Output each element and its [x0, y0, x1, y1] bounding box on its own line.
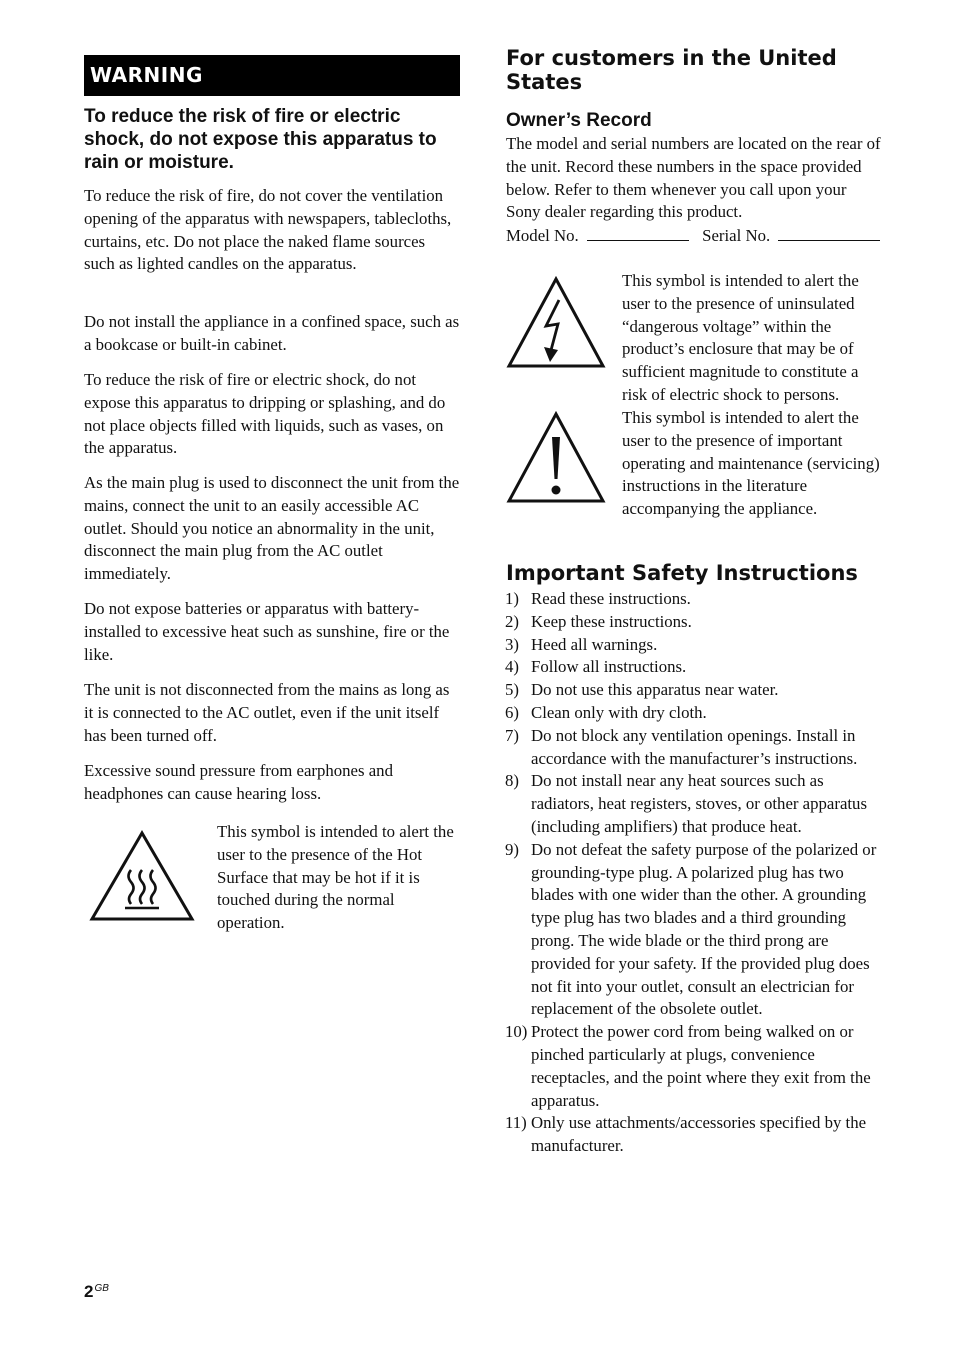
hot-surface-icon [88, 830, 196, 922]
dangerous-voltage-text: This symbol is intended to alert the user to the presence of uninsulated “dangerous voltage” within the product’s enclosure that may be of sufficient magnitude to constitute a risk of electric shock to persons. [622, 271, 859, 404]
paragraph-dripping: To reduce the risk of fire or electric shock, do not expose this apparatus to dripping or splashing, and do not place objects filled with liquids, such as vases, on the apparatus. [84, 370, 446, 458]
paragraph-main-plug: As the main plug is used to disconnect the unit from the mains, connect the unit to an easily accessible AC outlet. Should you notice an abnormality in the unit, disconnect the main plug from the AC outlet immediately. [84, 473, 460, 584]
list-item: 3) Heed all warnings. [505, 634, 658, 654]
model-label: Model No. [506, 226, 579, 245]
attention-text: This symbol is intended to alert the user to the presence of important operating and maintenance (servicing) instructions in the literature accompanying the appliance. [622, 408, 880, 519]
attention-exclamation-icon [506, 411, 606, 505]
model-number-field[interactable] [587, 226, 689, 241]
serial-number-field[interactable] [778, 226, 880, 241]
list-item: 5) Do not use this apparatus near water. [505, 680, 779, 700]
hot-surface-text: This symbol is intended to alert the user to the presence of the Hot Surface that may be hot if it is touched during the normal operation. [217, 822, 454, 933]
us-customers-heading: For customers in the United States [506, 46, 837, 94]
dangerous-voltage-icon [506, 276, 606, 370]
list-item: 11) Only use attachments/accessories specified by the manufacturer. [505, 1113, 867, 1156]
serial-label: Serial No. [702, 226, 771, 245]
list-item: 9) Do not defeat the safety purpose of the polarized or grounding-type plug. A polarized plug has two blades with one wider than the other. A grounding type plug has two blades and a third grounding prong. The wide blade or the third prong are provided for your safety. If the provided plug does not fit into your outlet, consult an electrician for replacement of the obsolete outlet. [505, 839, 877, 1019]
record-fields [506, 225, 884, 248]
page-number: $2^{GB}$ [84, 1282, 109, 1301]
paragraph-mains: The unit is not disconnected from the mains as long as it is connected to the AC outlet, even if the unit itself has been turned off. [84, 680, 450, 745]
list-item: 2) Keep these instructions. [505, 611, 692, 631]
safety-instructions-list [506, 588, 884, 1158]
list-item: 6) Clean only with dry cloth. [505, 702, 707, 722]
owners-record-text: The model and serial numbers are located on the rear of the unit. Record these numbers in the space provided below. Refer to them whenever you call upon your Sony dealer regarding this product. [506, 134, 881, 222]
list-item: 7) Do not block any ventilation openings. Install in accordance with the manufacturer’s instructions. [505, 725, 858, 768]
list-item: 10) Protect the power cord from being walked on or pinched particularly at plugs, convenience receptacles, and the point where they exit from the apparatus. [505, 1022, 871, 1110]
warning-lead: To reduce the risk of fire or electric shock, do not expose this apparatus to rain or moisture. [84, 106, 437, 173]
list-item: 4) Follow all instructions. [505, 657, 687, 677]
warning-banner: WARNING [84, 55, 460, 96]
list-item: 1) Read these instructions. [505, 589, 691, 608]
owners-record-heading: Owner’s Record [506, 110, 652, 131]
paragraph-ventilation: To reduce the risk of fire, do not cover the ventilation opening of the apparatus with newspapers, tablecloths, curtains, etc. Do not place the naked flame sources such as lighted candles on the apparatus. [84, 186, 452, 274]
safety-instructions-heading: Important Safety Instructions [506, 561, 858, 585]
paragraph-confined-space: Do not install the appliance in a confined space, such as a bookcase or built-in cabinet. [84, 312, 460, 354]
paragraph-sound-pressure: Excessive sound pressure from earphones and headphones can cause hearing loss. [84, 761, 393, 803]
list-item: 8) Do not install near any heat sources such as radiators, heat registers, stoves, or other apparatus (including amplifiers) that produce heat. [505, 771, 867, 836]
page-suffix: GB [94, 1283, 109, 1294]
paragraph-batteries: Do not expose batteries or apparatus with battery-installed to excessive heat such as sunshine, fire or the like. [84, 599, 450, 664]
